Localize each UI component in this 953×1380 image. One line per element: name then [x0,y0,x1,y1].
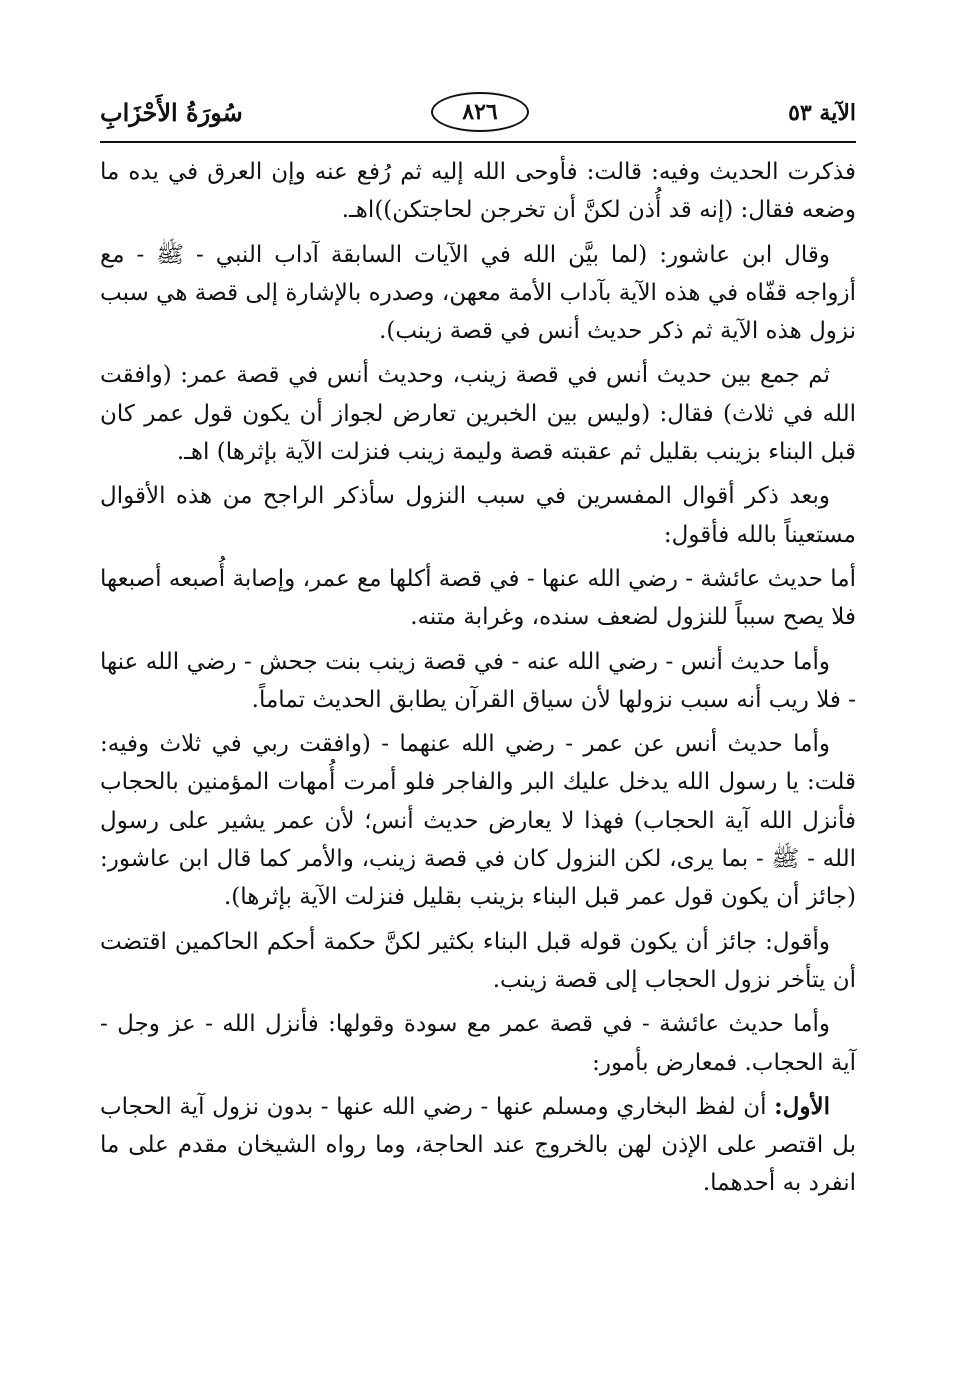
first-point-text: أن لفظ البخاري ومسلم عنها - رضي الله عنها - بدون نزول آية الحجاب بل اقتصر على الإذن لهن بالخروج عند الحاجة، وما رواه الشيخان مقدم على ما انفرد به أحدهما. [100,1093,856,1197]
paragraph-7: وأما حديث أنس عن عمر - رضي الله عنهما - (وافقت ربي في ثلاث وفيه: قلت: يا رسول الله يدخل عليك البر والفاجر فلو أمرت أُمهات المؤمنين بالحجاب فأنزل الله آية الحجاب) فهذا لا يعارض حديث أنس؛ لأن عمر يشير على رسول الله - ﷺ - بما يرى، لكن النزول كان في قصة زينب، والأمر كما قال ابن عاشور: (جائز أن يكون قول عمر قبل البناء بزينب بقليل فنزلت الآية بإثرها). [100,731,856,911]
paragraph-9: وأما حديث عائشة - في قصة عمر مع سودة وقولها: فأنزل الله - عز وجل - آية الحجاب. فمعارض بأمور: [100,1011,856,1076]
paragraph-6: وأما حديث أنس - رضي الله عنه - في قصة زينب بنت جحش - رضي الله عنها - فلا ريب أنه سبب نزولها لأن سياق القرآن يطابق الحديث تماماً. [100,648,856,713]
paragraph-4: وبعد ذكر أقوال المفسرين في سبب النزول سأذكر الراجح من هذه الأقوال مستعيناً بالله فأقول: [100,483,856,548]
surah-title: سُورَةُ الأَحْزَابِ [100,98,243,127]
paragraph-5: أما حديث عائشة - رضي الله عنها - في قصة أكلها مع عمر، وإصابة أُصبعه أصبعها فلا يصح سبباً للنزول لضعف سنده، وغرابة متنه. [100,565,856,631]
paragraph-10 [100,1088,856,1203]
paragraph-1: فذكرت الحديث وفيه: قالت: فأوحى الله إليه ثم رُفع عنه وإن العرق في يده ما وضعه فقال: (إنه قد أُذن لكنَّ أن تخرجن لحاجتكن))اهـ. [100,159,856,224]
first-point-label: الأول: [774,1092,830,1120]
page-body [100,153,856,1209]
paragraph-8: وأقول: جائز أن يكون قوله قبل البناء بكثير لكنَّ حكمة أحكم الحاكمين اقتضت أن يتأخر نزول الحجاب إلى قصة زينب. [100,928,856,993]
page-header [100,92,856,140]
verse-label: الآية ٥٣ [788,100,856,126]
header-rule [100,141,856,143]
paragraph-3: ثم جمع بين حديث أنس في قصة زينب، وحديث أنس في قصة عمر: (وافقت الله في ثلاث) فقال: (وليس بين الخبرين تعارض لجواز أن يكون قول عمر كان قبل البناء بزينب بقليل ثم عقبته قصة وليمة زينب فنزلت الآية بإثرها) اهـ. [100,362,856,466]
paragraph-2: وقال ابن عاشور: (لما بيَّن الله في الآيات السابقة آداب النبي - ﷺ - مع أزواجه قفّاه في هذه الآية بآداب الأمة معهن، وصدره بالإشارة إلى قصة هي سبب نزول هذه الآية ثم ذكر حديث أنس في قصة زينب). [100,241,856,345]
page-number: ٨٢٦ [431,92,529,132]
